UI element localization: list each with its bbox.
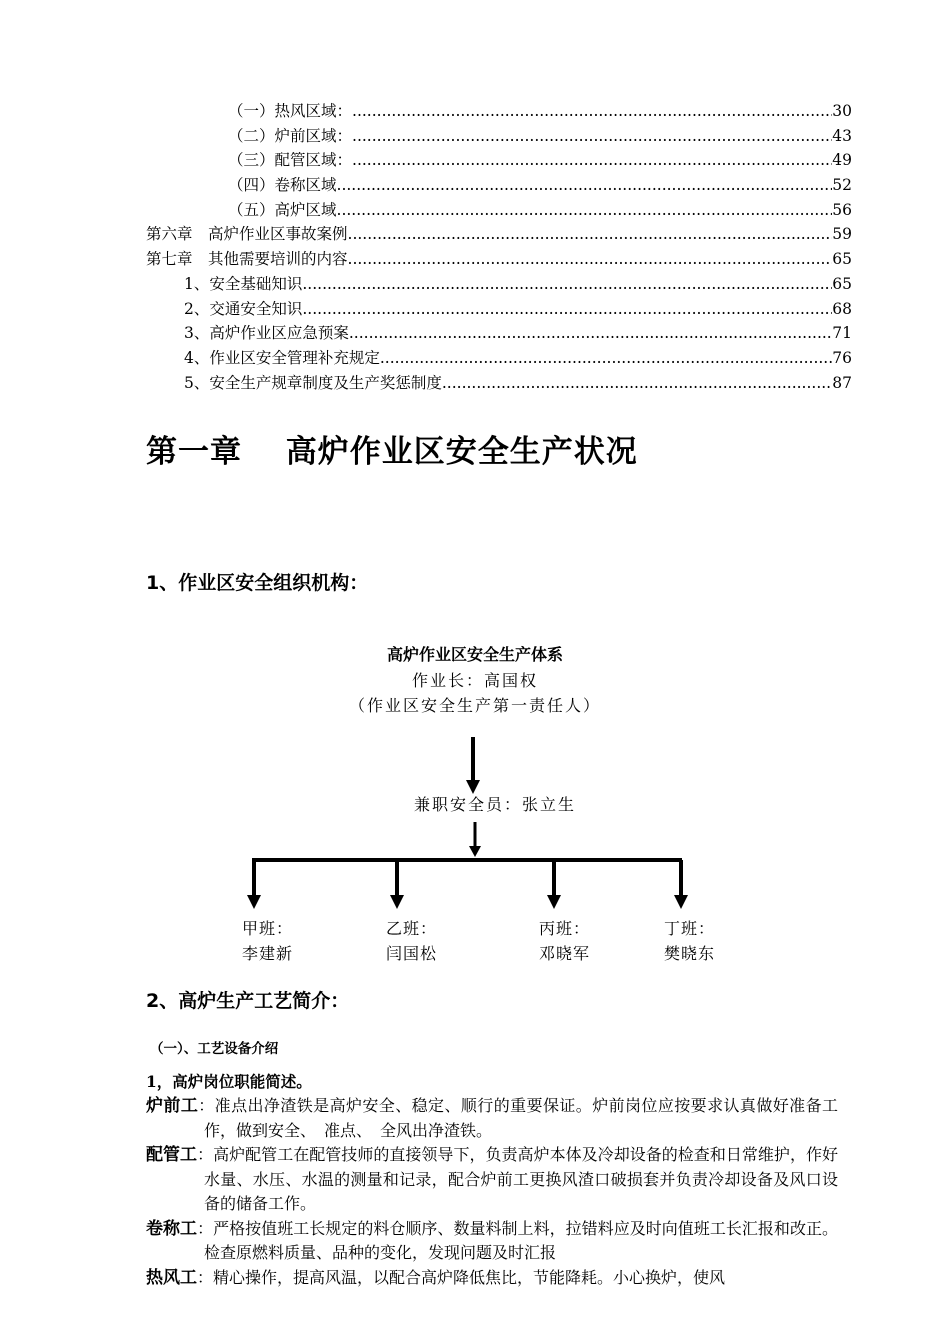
duty-text: ：高炉配管工在配管技师的直接领导下，负责高炉本体及冷却设备的检查和日常维护，作好水量、水压、水温的测量和记录，配合炉前工更换风渣口破损套并负责冷却设备及风口设备的储备工作。: [197, 1145, 838, 1213]
org-chart-safety-officer: 兼职安全员：张立生: [414, 795, 577, 814]
duty-paragraph: [146, 1143, 838, 1217]
duty-text: ：准点出净渣铁是高炉安全、稳定、顺行的重要保证。炉前岗位应按要求认真做好准备工作，做到安全、 准点、 全风出净渣铁。: [198, 1096, 838, 1140]
shift-leader: 李建新: [242, 944, 294, 963]
toc-entry-page: 52: [832, 176, 852, 195]
arrowhead-shift-d: [674, 895, 688, 909]
arrowhead-officer-to-bus: [469, 846, 481, 857]
toc-entry-title: 第六章 高炉作业区事故案例: [146, 225, 348, 244]
toc-entry-title: （四）卷称区域: [228, 176, 337, 195]
org-chart-chief-note: （作业区安全生产第一责任人）: [348, 696, 601, 715]
section-heading-process: 2、高炉生产工艺简介：: [146, 990, 350, 1012]
toc-entry-page: 43: [832, 126, 852, 145]
shift-leader: 樊晓东: [664, 944, 716, 963]
toc-entry-page: 30: [832, 102, 852, 120]
arrowhead-shift-c: [547, 895, 561, 909]
toc-entry-page: 56: [832, 200, 852, 219]
toc-entry-title: 第七章 其他需要培训的内容: [146, 250, 348, 269]
duty-role: 配管工: [146, 1145, 198, 1165]
toc-entry-page: 68: [832, 299, 852, 318]
section-heading-org: 1、作业区安全组织机构：: [146, 572, 369, 594]
toc-entry-title: （三）配管区域：: [228, 151, 353, 170]
org-chart-title: 高炉作业区安全生产体系: [386, 645, 563, 664]
shift-b: [386, 916, 437, 966]
toc-entry-page: 65: [832, 250, 852, 269]
duty-text: ：精心操作，提高风温，以配合高炉降低焦比，节能降耗。小心换炉，使风: [197, 1267, 726, 1287]
shift-name: 甲班：: [242, 919, 294, 938]
arrowhead-shift-a: [247, 895, 261, 909]
toc-entry-title: （一）热风区域：: [228, 102, 353, 120]
duty-role: 热风工: [146, 1267, 197, 1288]
duties-list: [146, 1094, 838, 1290]
toc-entry-title: 3、高炉作业区应急预案: [184, 324, 349, 343]
shift-name: 丙班：: [539, 919, 591, 938]
arrowhead-shift-b: [390, 895, 404, 909]
duty-role: 炉前工: [146, 1096, 199, 1116]
shift-c: [539, 916, 590, 966]
toc-entry-page: 49: [832, 151, 852, 170]
shift-name: 乙班：: [386, 919, 438, 938]
shift-leader: 邓晓军: [539, 944, 591, 963]
toc-entry-page: 87: [832, 373, 852, 392]
duty-role: 卷称工: [146, 1218, 198, 1239]
toc-entry-page: 59: [832, 225, 852, 244]
duty-paragraph: [146, 1094, 838, 1143]
org-chart-chief: 作业长：高国权: [411, 671, 538, 690]
shift-leader: 闫国松: [386, 944, 438, 963]
shift-d: [664, 916, 715, 966]
toc-entry-title: 1、安全基础知识: [184, 274, 303, 293]
toc-entry-page: 71: [832, 324, 852, 343]
toc-entry-page: 76: [832, 348, 852, 367]
toc-entry-title: 5、安全生产规章制度及生产奖惩制度: [184, 373, 442, 392]
shift-a: [242, 916, 293, 966]
toc-entry-title: （二）炉前区域：: [228, 126, 353, 145]
toc-entry-title: 4、作业区安全管理补充规定: [184, 348, 380, 367]
subsection-heading: （一）、工艺设备介绍: [150, 1041, 279, 1057]
duty-paragraph: [146, 1217, 838, 1266]
duties-heading: 1，高炉岗位职能简述。: [146, 1072, 312, 1091]
toc-entry-title: 2、交通安全知识: [184, 299, 303, 318]
duty-paragraph: [146, 1266, 838, 1291]
toc-entry-title: （五）高炉区域: [228, 200, 337, 219]
toc-entry-page: 65: [832, 274, 852, 293]
duty-text: ：严格按值班工长规定的料仓顺序、数量料制上料，拉错料应及时向值班工长汇报和改正。检查原燃料质量、品种的变化，发现问题及时汇报: [197, 1218, 838, 1262]
chapter-heading: 第一章 高炉作业区安全生产状况: [146, 434, 638, 470]
shift-name: 丁班：: [664, 919, 716, 938]
